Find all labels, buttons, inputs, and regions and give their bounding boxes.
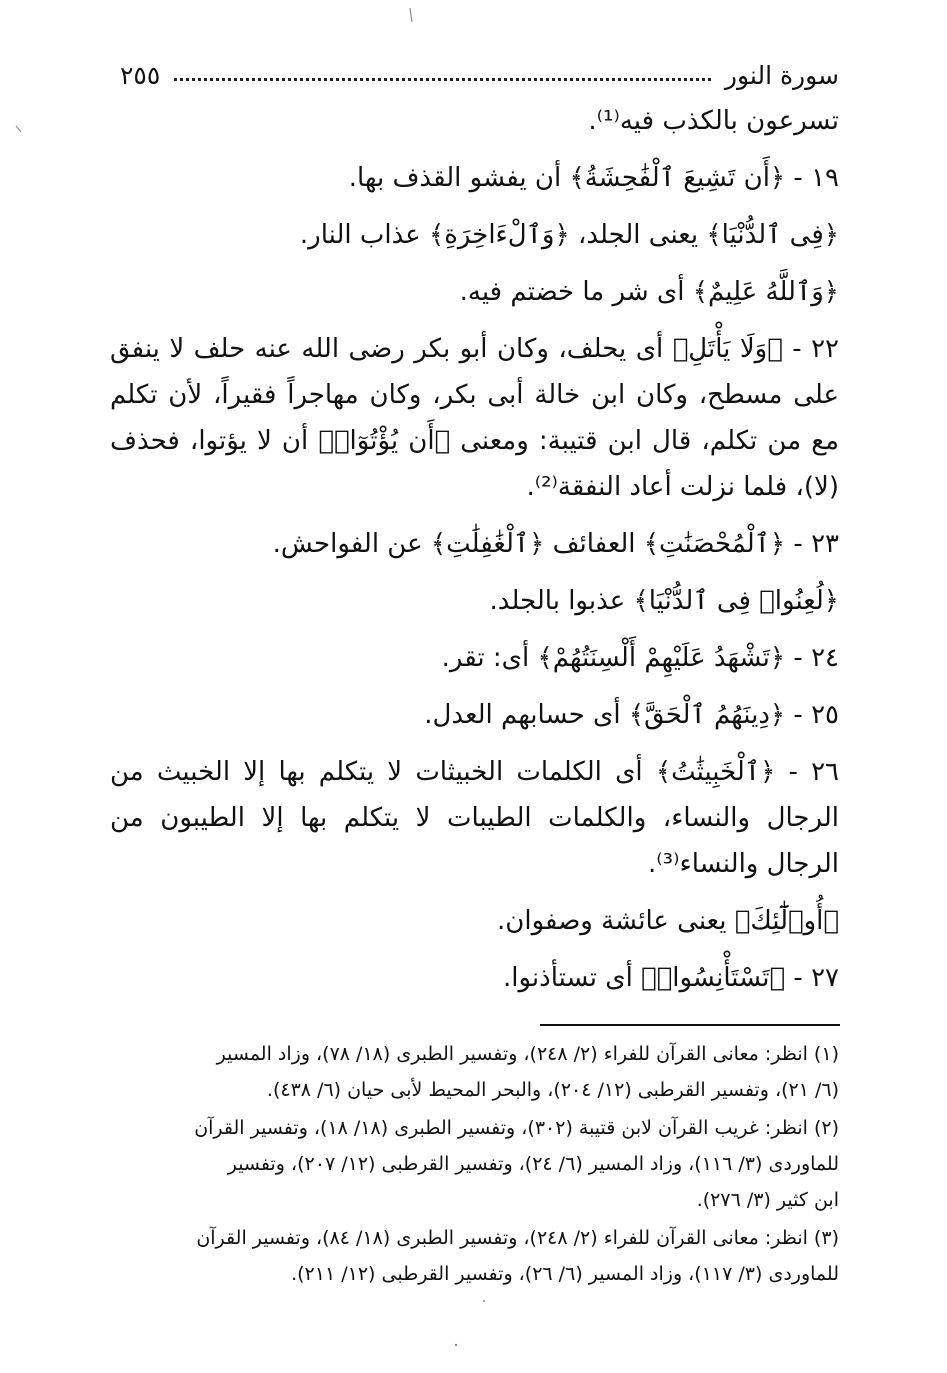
footnote-3-line-1: (٣) انظر: معانى القرآن للفراء (٢/ ٢٤٨)، وتفسير الطبرى (١٨/ ٨٤)، وتفسير القرآن (196, 1227, 839, 1249)
header-dot-leader (174, 78, 711, 81)
verse-19-dunya-entry: ﴿فِى ٱلدُّنْيَا﴾ يعنى الجلد، ﴿وَٱلْءَاخِرَةِ﴾ عذاب النار. (299, 220, 839, 250)
scan-speck (483, 1300, 485, 1302)
main-text (110, 98, 839, 1001)
verse-24-entry: ٢٤ - ﴿تَشْهَدُ عَلَيْهِمْ أَلْسِنَتُهُمْ﴾ أى: تقر. (441, 643, 839, 673)
footnote-2-line-3: ابن كثير (٣/ ٢٧٦). (696, 1189, 839, 1211)
verse-19-entry: ١٩ - ﴿أَن تَشِيعَ ٱلْفَٰحِشَةُ﴾ أن يفشو القذف بها. (348, 163, 839, 193)
footnote-2-line-2: للماوردى (٣/ ١١٦)، وزاد المسير (٦/ ٢٤)، وتفسير القرطبى (١٢/ ٢٠٧)، وتفسير (227, 1153, 839, 1175)
footnote-1-line-1: (١) انظر: معانى القرآن للفراء (٢/ ٢٤٨)، وتفسير الطبرى (١٨/ ٧٨)، وزاد المسير (216, 1043, 839, 1065)
scan-speck (16, 126, 21, 132)
verse-26-entry: ٢٦ - ﴿ٱلْخَبِيثَٰتُ﴾ أى الكلمات الخبيثات لا يتكلم بها إلا الخبيث من الرجال والنساء، والكلمات الطيبات لا يتكلم بها إلا الطيبون من الرجال والنساء⁽³⁾. (110, 757, 839, 879)
verse-26-ulaika-entry: ﴿أُو۟لَٰٓئِكَ﴾ يعنى عائشة وصفوان. (497, 906, 839, 936)
scan-speck (455, 1344, 457, 1346)
running-header (120, 50, 839, 90)
verse-23-entry: ٢٣ - ﴿ٱلْمُحْصَنَٰتِ﴾ العفائف ﴿ٱلْغَٰفِلَٰتِ﴾ عن الفواحش. (272, 529, 839, 559)
surah-title: سورة النور (724, 61, 839, 90)
footnote-1-line-2: (٦/ ٢١)، وتفسير القرطبى (١٢/ ٢٠٤)، والبحر المحيط لأبى حيان (٦/ ٤٣٨). (266, 1079, 839, 1101)
page-number: ٢٥٥ (120, 61, 161, 90)
verse-25-entry: ٢٥ - ﴿دِينَهُمُ ٱلْحَقَّ﴾ أى حسابهم العدل. (424, 700, 839, 730)
verse-23-luinu-entry: ﴿لُعِنُوا۟ فِى ٱلدُّنْيَا﴾ عذبوا بالجلد. (489, 586, 839, 616)
scan-speck (410, 8, 412, 22)
footnote-2 (110, 1110, 839, 1218)
footnote-3 (110, 1220, 839, 1292)
verse-19-alim-entry: ﴿وَٱللَّهُ عَلِيمٌ﴾ أى شر ما خضتم فيه. (459, 277, 839, 307)
footnote-3-line-2: للماوردى (٣/ ١١٧)، وزاد المسير (٦/ ٢٦)، وتفسير القرطبى (١٢/ ٢١١). (291, 1263, 839, 1285)
footnote-2-line-1: (٢) انظر: غريب القرآن لابن قتيبة (٣٠٢)، وتفسير الطبرى (١٨/ ١٨)، وتفسير القرآن (194, 1117, 839, 1139)
verse-27-entry: ٢٧ - ﴿تَسْتَأْنِسُوا۟﴾ أى تستأذنوا. (503, 963, 839, 993)
verse-22-entry: ٢٢ - ﴿وَلَا يَأْتَلِ﴾ أى يحلف، وكان أبو بكر رضى الله عنه حلف لا ينفق على مسطح، وكان ابن خالة أبى بكر، وكان مهاجراً فقيراً، لأن تكلم مع من تكلم، قال ابن قتيبة: ومعنى ﴿أَن يُؤْتُوٓا۟﴾ أن لا يؤتوا، فحذف (لا)، فلما نزلت أعاد النفقة⁽²⁾. (110, 334, 839, 502)
footnote-separator (540, 1024, 840, 1026)
footnote-1 (110, 1036, 839, 1108)
paragraph-1: تسرعون بالكذب فيه⁽¹⁾. (588, 106, 839, 136)
footnotes (110, 1036, 839, 1294)
